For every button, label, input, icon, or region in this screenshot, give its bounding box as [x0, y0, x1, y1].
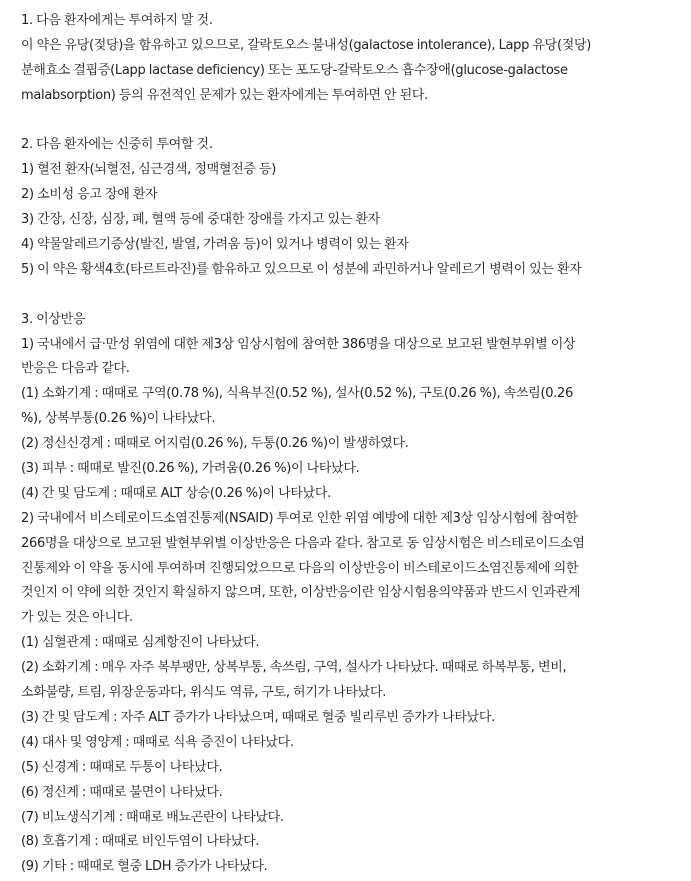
list-item: (2) 소화기계 : 매우 자주 복부팽만, 상복부통, 속쓰림, 구역, 설사가 나타났다. 때때로 하복부통, 변비,	[21, 660, 567, 676]
list-item: (2) 정신신경계 : 때때로 어지럼(0.26 %), 두통(0.26 %)이 발생하였다.	[21, 436, 409, 452]
paragraph-line: malabsorption) 등의 유전적인 문제가 있는 환자에게는 투여하면 안 된다.	[21, 87, 428, 103]
list-item: (4) 간 및 담도계 : 때때로 ALT 상승(0.26 %)이 나타났다.	[21, 485, 332, 501]
list-item: (9) 기타 : 때때로 혈중 LDH 증가가 나타났다.	[21, 859, 268, 875]
paragraph-line: 진통제와 이 약을 동시에 투여하며 진행되었으므로 다음의 이상반응이 비스테로이드소염진통제에 의한	[21, 560, 579, 576]
section-precautions	[21, 133, 691, 282]
paragraph-line: 2) 국내에서 비스테로이드소염진통제(NSAID) 투여로 인한 위염 예방에 대한 제3상 임상시험에 참여한	[21, 510, 578, 526]
section-adverse-reactions	[21, 308, 691, 880]
spacer	[21, 109, 691, 134]
paragraph-line: 분해효소 결핍증(Lapp lactase deficiency) 또는 포도당-갈락토오스 흡수장애(glucose-galactose	[21, 62, 568, 78]
list-item: (4) 대사 및 영양계 : 때때로 식욕 증진이 나타났다.	[21, 734, 294, 750]
paragraph-line: 가 있는 것은 아니다.	[21, 610, 133, 626]
paragraph-line: 것인지 이 약에 의한 것인지 확실하지 않으며, 또한, 이상반응이란 임상시험용의약품과 반드시 인과관계	[21, 585, 581, 601]
paragraph-line: 1) 국내에서 급·만성 위염에 대한 제3상 임상시험에 참여한 386명을 대상으로 보고된 발현부위별 이상	[21, 336, 576, 352]
spacer	[21, 283, 691, 308]
list-item: (6) 정신계 : 때때로 불면이 나타났다.	[21, 784, 223, 800]
list-item: 소화불량, 트림, 위장운동과다, 위식도 역류, 구토, 허기가 나타났다.	[21, 685, 387, 701]
paragraph-line: 이 약은 유당(젖당)을 함유하고 있으므로, 갈락토오스 불내성(galactose intolerance), Lapp 유당(젖당)	[21, 37, 591, 53]
list-item: 5) 이 약은 황색4호(타르트라진)를 함유하고 있으므로 이 성분에 과민하거나 알레르기 병력이 있는 환자	[21, 261, 582, 277]
list-item: %), 상복부통(0.26 %)이 나타났다.	[21, 411, 216, 427]
list-item: 1) 혈전 환자(뇌혈전, 심근경색, 정맥혈전증 등)	[21, 162, 276, 178]
document-body	[21, 9, 691, 880]
list-item: (1) 심혈관계 : 때때로 심계항진이 나타났다.	[21, 635, 260, 651]
paragraph-line: 266명을 대상으로 보고된 발현부위별 이상반응은 다음과 같다. 참고로 동 임상시험은 비스테로이드소염	[21, 535, 585, 551]
list-item: 2) 소비성 응고 장애 환자	[21, 187, 158, 203]
list-item: 4) 약물알레르기증상(발진, 발열, 가려움 등)이 있거나 병력이 있는 환자	[21, 237, 409, 253]
section-heading: 3. 이상반응	[21, 311, 86, 327]
section-contraindications	[21, 9, 691, 109]
paragraph-line: 반응은 다음과 같다.	[21, 361, 130, 377]
list-item: (1) 소화기계 : 때때로 구역(0.78 %), 식욕부진(0.52 %), 설사(0.52 %), 구토(0.26 %), 속쓰림(0.26	[21, 386, 573, 402]
section-heading: 2. 다음 환자에는 신중히 투여할 것.	[21, 137, 213, 153]
list-item: (3) 피부 : 때때로 발진(0.26 %), 가려움(0.26 %)이 나타났다.	[21, 461, 360, 477]
list-item: (8) 호흡기계 : 때때로 비인두염이 나타났다.	[21, 834, 260, 850]
list-item: 3) 간장, 신장, 심장, 폐, 혈액 등에 중대한 장애를 가지고 있는 환자	[21, 212, 380, 228]
list-item: (3) 간 및 담도계 : 자주 ALT 증가가 나타났으며, 때때로 혈중 빌리루빈 증가가 나타났다.	[21, 709, 495, 725]
list-item: (7) 비뇨생식기계 : 때때로 배뇨곤란이 나타났다.	[21, 809, 284, 825]
list-item: (5) 신경계 : 때때로 두통이 나타났다.	[21, 759, 223, 775]
section-heading: 1. 다음 환자에게는 투여하지 말 것.	[21, 13, 213, 28]
